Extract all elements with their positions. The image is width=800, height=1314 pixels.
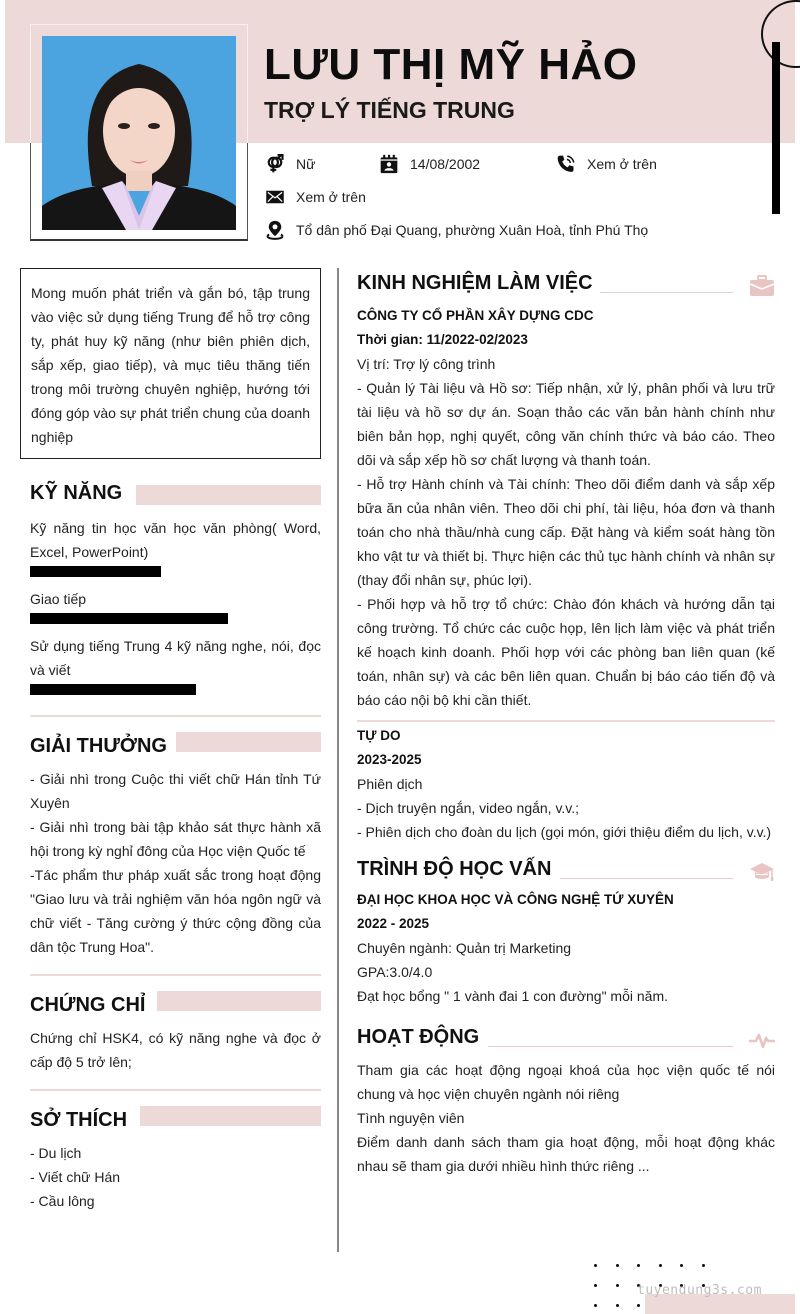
job-line: - Phối hợp và hỗ trợ tổ chức: Chào đón khách và hướng dẫn tại công trường. Tổ chức các cuộc họp, lên lịch làm việc và phát triển kế hoạch kinh doanh. Phối hợp với các phòng ban liên quan (kế toán, nhân sự) và các bên liên quan. Chuẩn bị báo cáo tiến độ và báo cáo nội bộ khi cần thiết.: [357, 596, 775, 708]
awards-section: [30, 735, 321, 959]
contact-gender: [265, 154, 315, 174]
job-company: CÔNG TY CỔ PHẦN XÂY DỰNG CDC: [357, 308, 594, 323]
calendar-icon: [379, 154, 399, 174]
education-period: 2022 - 2025: [357, 916, 430, 931]
award-item: -Tác phẩm thư pháp xuất sắc trong hoạt động "Giao lưu và trải nghiệm văn hóa ngôn ngữ và chữ viết - Tăng cường ý thức cộng đồng của dân tộc Trung Hoa".: [30, 867, 321, 955]
email-value: Xem ở trên: [296, 189, 366, 205]
job-entry: [357, 724, 775, 844]
portrait-illustration: [42, 36, 236, 230]
skills-title-bar: [136, 485, 321, 505]
hobby-item: - Cầu lông: [30, 1193, 95, 1209]
hobby-item: - Du lịch: [30, 1145, 82, 1161]
activity-pulse-icon: [749, 1028, 775, 1052]
skill-level-bar: [30, 684, 196, 695]
job-line: - Phiên dịch cho đoàn du lịch (gọi món, giới thiệu điểm du lịch, v.v.): [357, 824, 772, 840]
award-item: - Giải nhì trong bài tập khảo sát thực hành xã hội trong kỳ nghỉ đông của Học viện Quốc tế: [30, 819, 321, 859]
skills-list: [30, 516, 321, 695]
gender-value: Nữ: [296, 156, 316, 172]
experience-title: KINH NGHIỆM LÀM VIỆC: [357, 272, 593, 294]
hobby-item: - Viết chữ Hán: [30, 1169, 121, 1185]
decorative-dot: [616, 1264, 619, 1267]
certificates-title: CHỨNG CHỈ: [30, 994, 146, 1016]
education-title-line: [560, 878, 733, 879]
objective-text: Mong muốn phát triển và gắn bó, tập trung vào việc sử dụng tiếng Trung để hỗ trợ công ty, phát huy kỹ năng (như biên phiên dịch, sắp xếp, giao tiếp), và mục tiêu thăng tiến trong môi trường chuyên nghiệp, hướng tới đóng góp vào sự phát triển chung của doanh nghiệp: [31, 285, 310, 445]
decorative-dot: [680, 1264, 683, 1267]
briefcase-icon: [749, 274, 775, 298]
email-icon: [265, 187, 285, 207]
certificates-title-bar: [157, 991, 321, 1011]
job-title: TRỢ LÝ TIẾNG TRUNG: [264, 97, 515, 123]
education-line: GPA:3.0/4.0: [357, 964, 433, 980]
job-line: Phiên dịch: [357, 776, 423, 792]
skill-name: Sử dụng tiếng Trung 4 kỹ năng nghe, nói, đọc và viết: [30, 638, 321, 678]
skill-item: [30, 516, 321, 577]
decorative-dot: [702, 1264, 705, 1267]
contact-birthday: [379, 154, 480, 174]
job-divider: [357, 720, 775, 722]
education-title: TRÌNH ĐỘ HỌC VẤN: [357, 858, 552, 880]
awards-title: GIẢI THƯỞNG: [30, 735, 167, 757]
job-company: TỰ DO: [357, 728, 401, 743]
birthday-value: 14/08/2002: [410, 156, 481, 172]
graduation-cap-icon: [749, 860, 775, 884]
decorative-bar: [772, 42, 780, 214]
decorative-dot: [616, 1284, 619, 1287]
hobbies-title-bar: [140, 1106, 321, 1126]
contact-address: [265, 220, 648, 240]
decorative-dot: [594, 1284, 597, 1287]
hobbies-title: SỞ THÍCH: [30, 1109, 128, 1131]
section-divider: [30, 715, 321, 717]
job-line: - Hỗ trợ Hành chính và Tài chính: Theo dõi điểm danh và sắp xếp bữa ăn của nhân viên. Theo dõi chi phí, tài liệu, hóa đơn và thanh toán cho nhà thầu/nhà cung cấp. Đặt hàng và kiểm soát hàng tồn kho vật tư và thiết bị. Thực hiện các thủ tục hành chính và nhân sự (thay đổi nhân sự, phúc lợi).: [357, 476, 775, 588]
skill-item: [30, 634, 321, 695]
education-school: ĐẠI HỌC KHOA HỌC VÀ CÔNG NGHỆ TỨ XUYÊN: [357, 892, 674, 907]
certificate-text: Chứng chỉ HSK4, có kỹ năng nghe và đọc ở cấp độ 5 trở lên;: [30, 1030, 321, 1070]
education-line: Chuyên ngành: Quản trị Marketing: [357, 940, 572, 956]
location-icon: [265, 220, 285, 240]
certificates-section: [30, 994, 321, 1074]
skill-level-bar: [30, 613, 228, 624]
job-line: - Quản lý Tài liệu và Hồ sơ: Tiếp nhận, xử lý, phân phối và lưu trữ tài liệu và hồ sơ dự án. Soạn thảo các văn bản hành chính như biên bản họp, nghị quyết, công văn chính thức và báo cáo. Theo dõi và sắp xếp hồ sơ chất lượng và thanh toán.: [357, 380, 775, 468]
job-line: Vị trí: Trợ lý công trình: [357, 356, 496, 372]
decorative-dot: [637, 1304, 640, 1307]
job-line: - Dịch truyện ngắn, video ngắn, v.v.;: [357, 800, 580, 816]
skills-title: KỸ NĂNG: [30, 482, 123, 504]
contact-email: [265, 187, 366, 207]
phone-icon: [556, 154, 576, 174]
watermark: tuyendung3s.com: [637, 1283, 762, 1298]
activities-title-line: [488, 1046, 733, 1047]
hobbies-section: [30, 1109, 321, 1213]
skills-section: [30, 482, 321, 705]
activities-title: HOẠT ĐỘNG: [357, 1026, 480, 1048]
candidate-name: LƯU THỊ MỸ HẢO: [264, 40, 638, 89]
skill-item: [30, 587, 321, 624]
activity-line: Điểm danh danh sách tham gia hoạt động, mỗi hoạt động khác nhau sẽ tham gia dưới nhiều hình thức riêng ...: [357, 1134, 775, 1174]
education-section: [357, 858, 775, 1008]
skill-level-bar: [30, 566, 161, 577]
profile-photo: [42, 36, 236, 230]
awards-title-bar: [176, 732, 321, 752]
education-line: Đạt học bổng " 1 vành đai 1 con đường" mỗi năm.: [357, 988, 669, 1004]
section-divider: [30, 974, 321, 976]
experience-section: [357, 272, 775, 844]
activities-section: [357, 1026, 775, 1178]
experience-title-line: [600, 292, 733, 293]
skill-name: Kỹ năng tin học văn học văn phòng( Word, Excel, PowerPoint): [30, 520, 321, 560]
career-objective: [20, 268, 321, 459]
gender-icon: [265, 154, 285, 174]
job-period: 2023-2025: [357, 752, 422, 767]
decorative-dot: [616, 1304, 619, 1307]
address-value: Tổ dân phố Đại Quang, phường Xuân Hoà, tỉnh Phú Thọ: [296, 222, 649, 238]
skill-name: Giao tiếp: [30, 591, 87, 607]
column-divider: [337, 268, 339, 1252]
contact-phone: [556, 154, 657, 174]
award-item: - Giải nhì trong Cuộc thi viết chữ Hán tỉnh Tứ Xuyên: [30, 771, 321, 811]
section-divider: [30, 1089, 321, 1091]
job-period: Thời gian: 11/2022-02/2023: [357, 332, 528, 347]
decorative-dot: [594, 1264, 597, 1267]
job-entry: [357, 304, 775, 712]
phone-value: Xem ở trên: [587, 156, 657, 172]
decorative-dot: [659, 1264, 662, 1267]
activity-line: Tham gia các hoạt động ngoại khoá của học viện quốc tế nói chung và học viện chuyên ngành nói riêng: [357, 1062, 775, 1102]
decorative-dot: [637, 1264, 640, 1267]
activity-line: Tình nguyện viên: [357, 1110, 465, 1126]
decorative-dot: [594, 1304, 597, 1307]
